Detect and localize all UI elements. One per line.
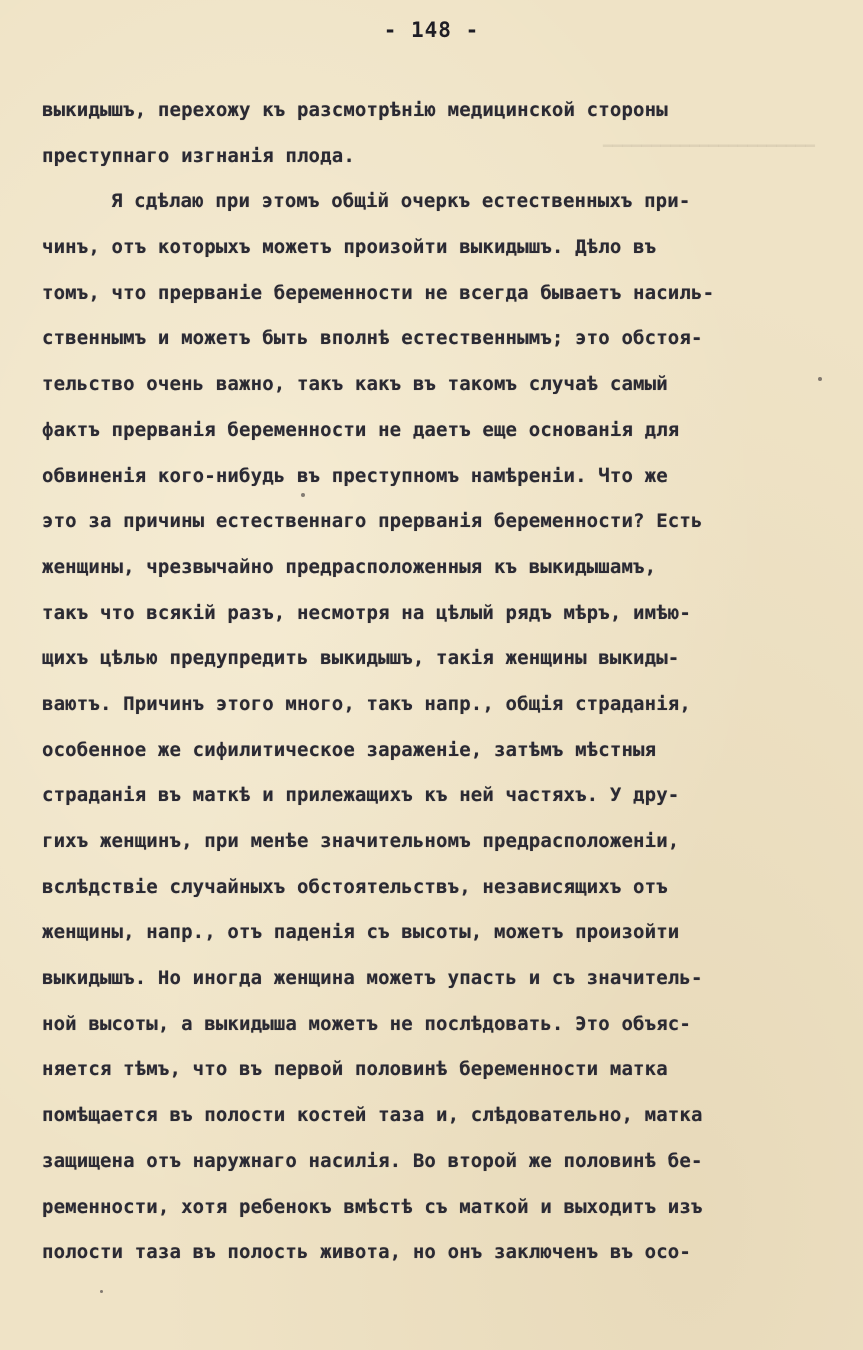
text-line-23: помѣщается въ полости костей таза и, слѣдовательно, матка: [42, 1104, 703, 1127]
text-line-6: ственнымъ и можетъ быть вполнѣ естественнымъ; это обстоя-: [42, 327, 703, 350]
text-line-15: особенное же сифилитическое зараженіе, затѣмъ мѣстныя: [42, 738, 657, 761]
body-text: [42, 88, 832, 1276]
text-line-24: защищена отъ наружнаго насилія. Во второй же половинѣ бе-: [42, 1149, 703, 1172]
ink-speck: [818, 377, 822, 381]
text-line-22: няется тѣмъ, что въ первой половинѣ беременности матка: [42, 1058, 668, 1081]
text-line-16: страданія въ маткѣ и прилежащихъ къ ней частяхъ. У дру-: [42, 784, 680, 807]
text-line-12: такъ что всякій разъ, несмотря на цѣлый рядъ мѣръ, имѣю-: [42, 601, 691, 624]
bleed-through-shadow: ▁▁▁▁▁▁▁▁▁▁▁▁▁▁▁▁▁▁▁▁▁▁: [603, 128, 815, 147]
text-line-18: вслѣдствіе случайныхъ обстоятельствъ, независящихъ отъ: [42, 875, 668, 898]
text-line-5: томъ, что прерваніе беременности не всегда бываетъ насиль-: [42, 281, 715, 304]
text-line-10: это за причины естественнаго прерванія беременности? Есть: [42, 510, 703, 533]
text-line-3: Я сдѣлаю при этомъ общій очеркъ естественныхъ при-: [111, 190, 691, 213]
text-line-26: полости таза въ полость живота, но онъ заключенъ въ осо-: [42, 1241, 691, 1264]
text-line-9: обвиненія кого-нибудь въ преступномъ намѣреніи. Что же: [42, 464, 668, 487]
text-line-21: ной высоты, а выкидыша можетъ не послѣдовать. Это объяс-: [42, 1012, 691, 1035]
text-line-19: женщины, напр., отъ паденія съ высоты, можетъ произойти: [42, 921, 680, 944]
ink-speck: [100, 1290, 103, 1293]
text-line-4: чинъ, отъ которыхъ можетъ произойти выкидышъ. Дѣло въ: [42, 236, 657, 259]
page-number: - 148 -: [383, 18, 480, 42]
ink-speck: [301, 493, 305, 497]
text-line-11: женщины, чрезвычайно предрасположенныя къ выкидышамъ,: [42, 555, 657, 578]
text-line-17: гихъ женщинъ, при менѣе значительномъ предрасположеніи,: [42, 830, 680, 852]
text-line-1: выкидышъ, перехожу къ разсмотрѣнію медицинской стороны: [42, 99, 668, 121]
text-line-7: тельство очень важно, такъ какъ въ такомъ случаѣ самый: [42, 373, 668, 396]
text-line-13: щихъ цѣлью предупредить выкидышъ, такія женщины выкиды-: [42, 647, 680, 670]
text-line-2: преступнаго изгнанія плода.: [42, 144, 355, 167]
text-line-25: ременности, хотя ребенокъ вмѣстѣ съ маткой и выходитъ изъ: [42, 1195, 703, 1218]
text-line-8: фактъ прерванія беременности не даетъ еще основанія для: [42, 418, 680, 441]
text-line-14: ваютъ. Причинъ этого много, такъ напр., общія страданія,: [42, 692, 691, 715]
text-line-20: выкидышъ. Но иногда женщина можетъ упасть и съ значитель-: [42, 967, 703, 990]
